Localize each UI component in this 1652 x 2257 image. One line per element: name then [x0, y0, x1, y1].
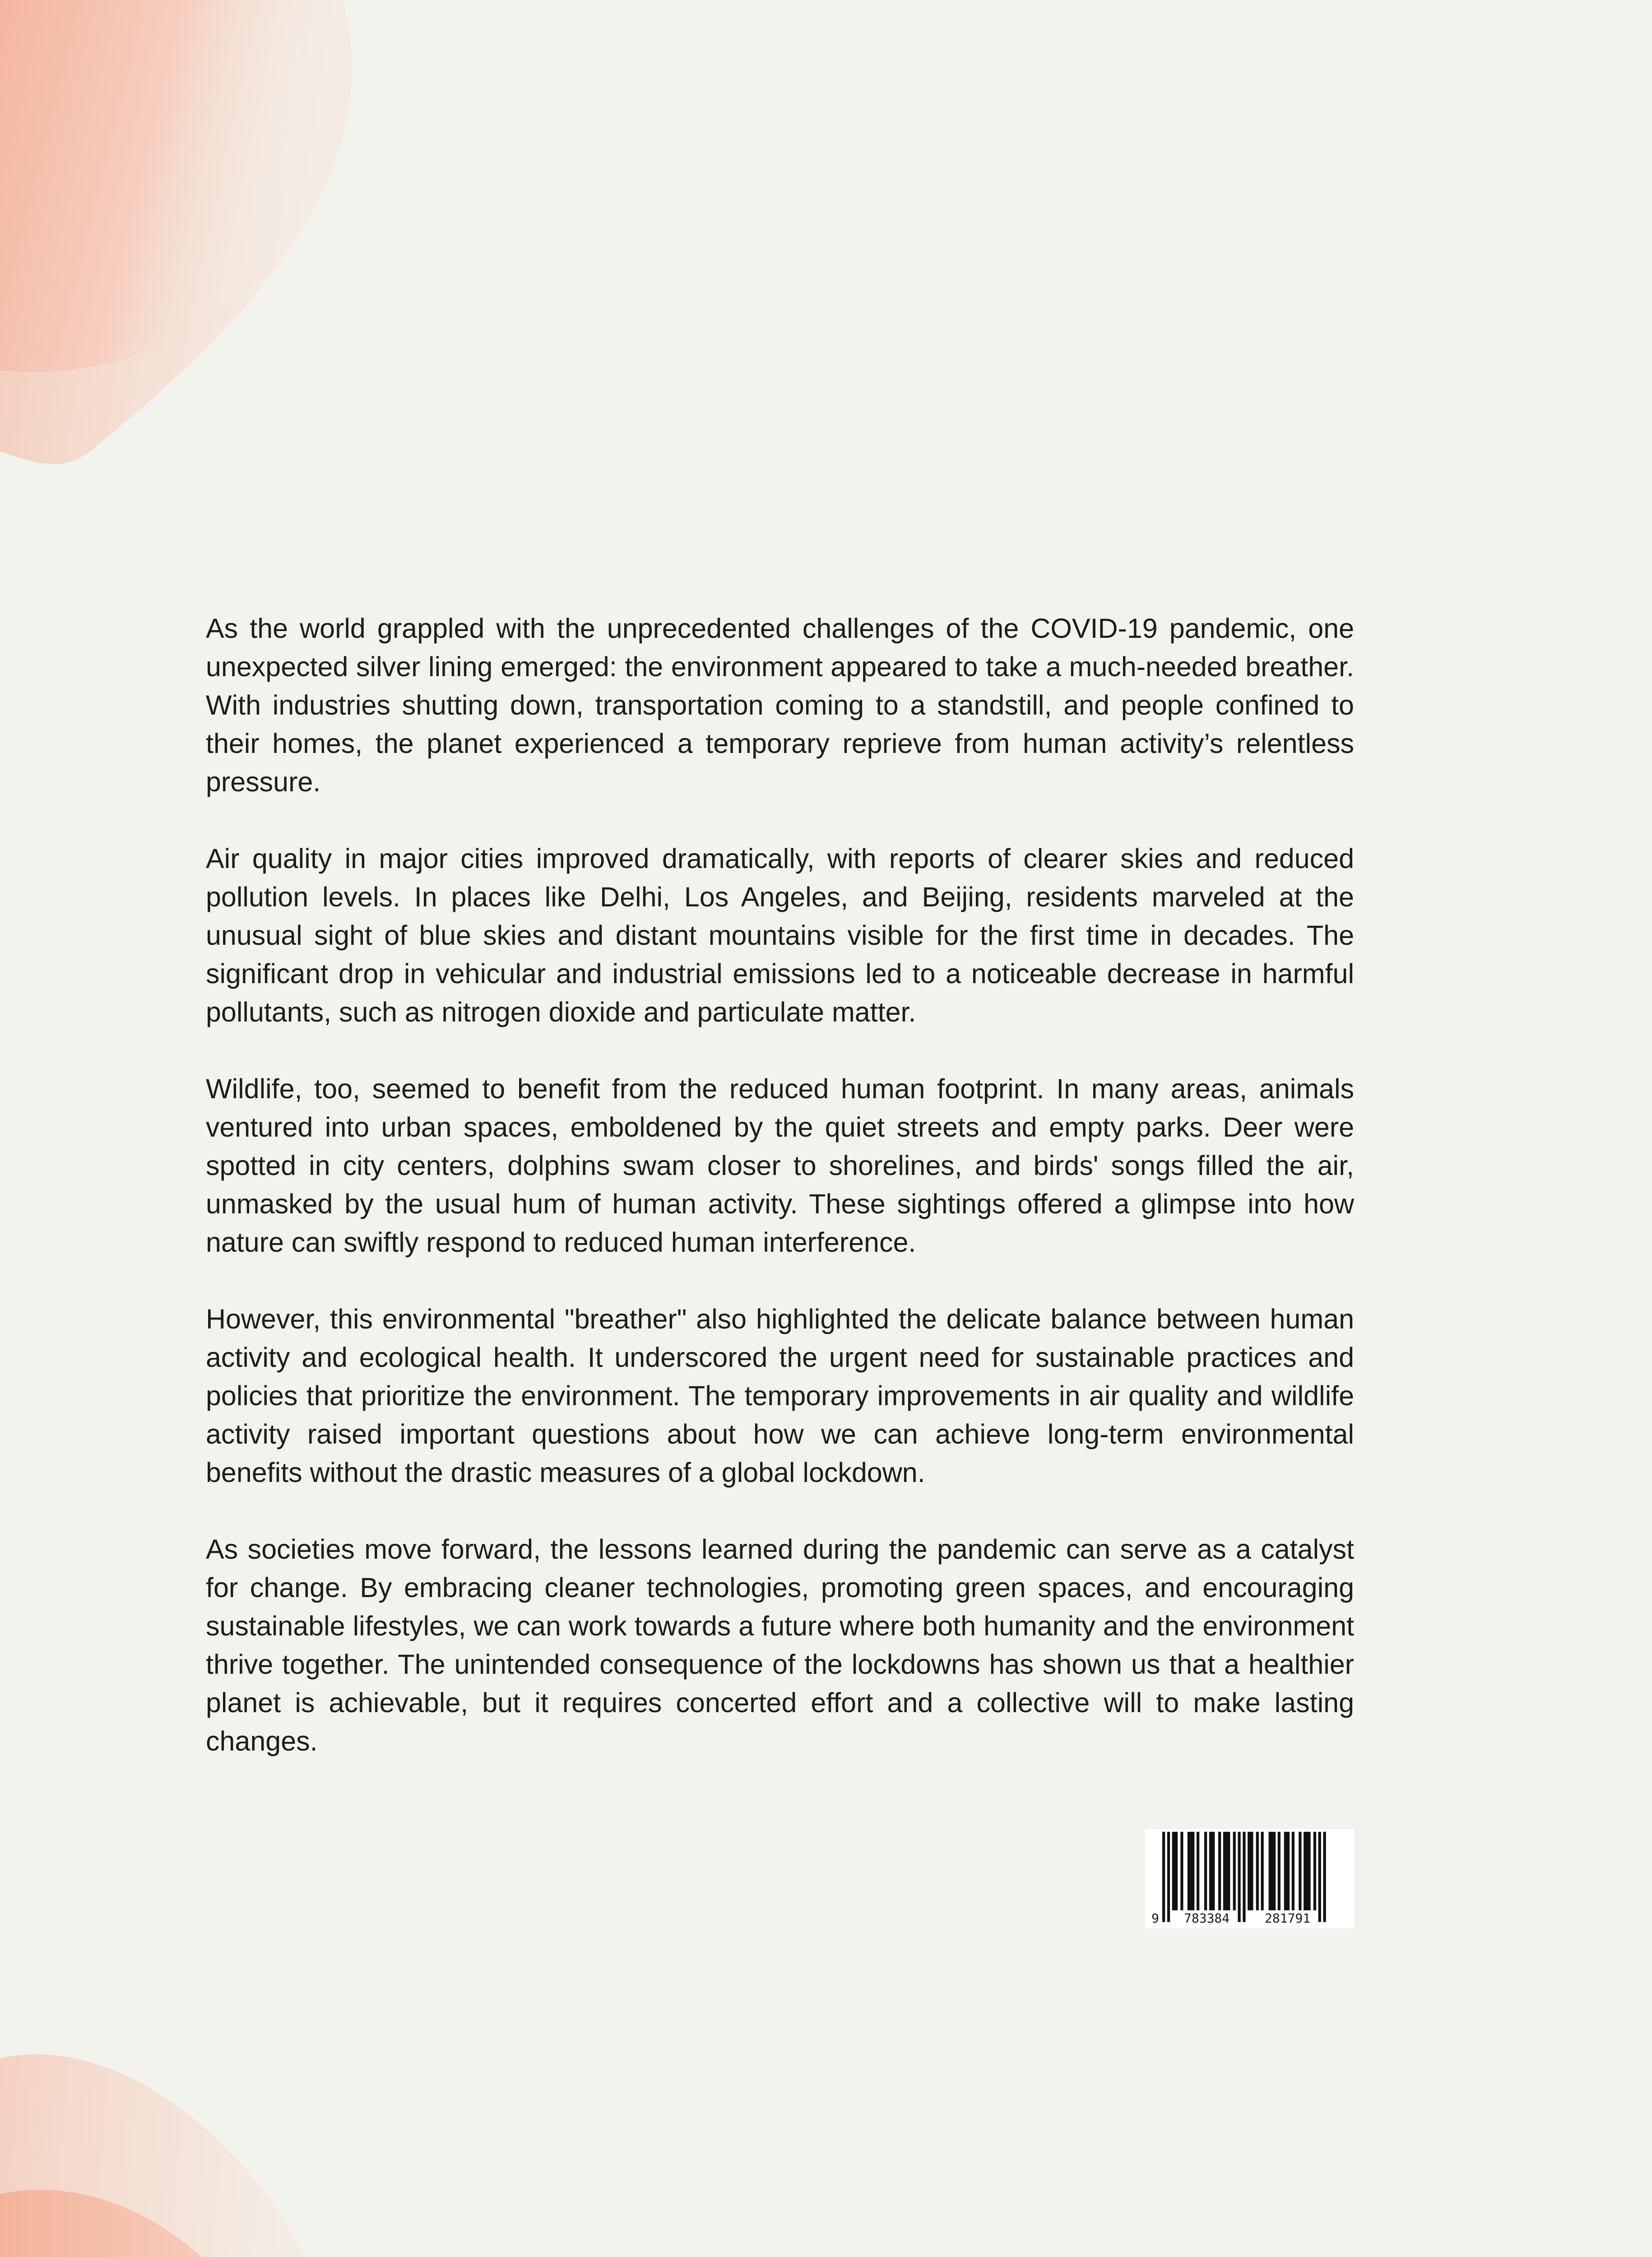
- barcode-guard-bar: [1162, 1832, 1165, 1922]
- top-left-decorative-shape: [0, 0, 406, 497]
- barcode-bar: [1284, 1832, 1290, 1910]
- barcode-bar: [1304, 1832, 1311, 1910]
- barcode-guard-bar: [1323, 1832, 1326, 1922]
- barcode-guard-bar: [1238, 1832, 1240, 1922]
- barcode-bar: [1256, 1832, 1259, 1910]
- paragraph: Air quality in major cities improved dramatically, with reports of clearer skies and reduced pollution levels. In places like Delhi, Los Angeles, and Beijing, residents marveled at the unusual sight of blue skies and distant mountains visible for the first time in decades. The significant drop in vehicular and industrial emissions led to a noticeable decrease in harmful pollutants, such as nitrogen dioxide and particulate matter.: [206, 843, 1354, 1027]
- barcode-bar: [1204, 1832, 1207, 1910]
- barcode-bar: [1209, 1832, 1215, 1910]
- barcode-bar: [1261, 1832, 1264, 1910]
- paragraph: However, this environmental "breather" also highlighted the delicate balance between human activity and ecological health. It underscored the urgent need for sustainable practices and policies that prioritize the environment. The temporary improvements in air quality and wildlife activity raised important questions about how we can achieve long-term environmental benefits without the drastic measures of a global lockdown.: [206, 1304, 1354, 1488]
- barcode-bar: [1223, 1832, 1230, 1910]
- barcode-bar: [1248, 1832, 1253, 1910]
- bottom-left-decorative-shape: [0, 2031, 406, 2257]
- paragraph: Wildlife, too, seemed to benefit from the reduced human footprint. In many areas, animals ventured into urban spaces, emboldened by the quiet streets and empty parks. Deer were spotted in city centers, dolphins swam closer to shorelines, and birds' songs filled the air, unmasked by the usual hum of human activity. These sightings offered a glimpse into how nature can swiftly respond to reduced human interference.: [206, 1073, 1354, 1258]
- barcode-bar: [1233, 1832, 1236, 1910]
- barcode-bar: [1197, 1832, 1199, 1910]
- barcode-guard-bar: [1318, 1832, 1321, 1922]
- paragraph: As the world grappled with the unprecedented challenges of the COVID-19 pandemic, one unexpected silver lining emerged: the environment appeared to take a much-needed breather. With industries shutting down, transportation coming to a standstill, and people confined to their homes, the planet experienced a temporary reprieve from human activity’s relentless pressure.: [206, 613, 1354, 797]
- barcode-bar: [1269, 1832, 1276, 1910]
- barcode-bar: [1278, 1832, 1281, 1910]
- barcode-bar: [1188, 1832, 1195, 1910]
- barcode-lead-digit: 9: [1151, 1911, 1159, 1926]
- isbn-barcode: [1145, 1829, 1354, 1928]
- barcode-bar: [1313, 1832, 1316, 1910]
- barcode-bar: [1180, 1832, 1183, 1910]
- paragraph: As societies move forward, the lessons learned during the pandemic can serve as a catalyst for change. By embracing cleaner technologies, promoting green spaces, and encouraging sustainable lifestyles, we can work towards a future where both humanity and the environment thrive together. The unintended consequence of the lockdowns has shown us that a healthier planet is achievable, but it requires concerted effort and a collective will to make lasting changes.: [206, 1534, 1354, 1756]
- barcode-guard-bar: [1167, 1832, 1170, 1922]
- barcode-right-group: 281791: [1265, 1911, 1311, 1926]
- barcode-guard-bar: [1243, 1832, 1245, 1922]
- barcode-bar: [1218, 1832, 1221, 1910]
- document-body: [206, 609, 1354, 1799]
- barcode-digits: [1145, 1910, 1354, 1927]
- barcode-bar: [1292, 1832, 1295, 1910]
- barcode-left-group: 783384: [1184, 1911, 1230, 1926]
- barcode-bar: [1299, 1832, 1301, 1910]
- barcode-bar: [1172, 1832, 1178, 1910]
